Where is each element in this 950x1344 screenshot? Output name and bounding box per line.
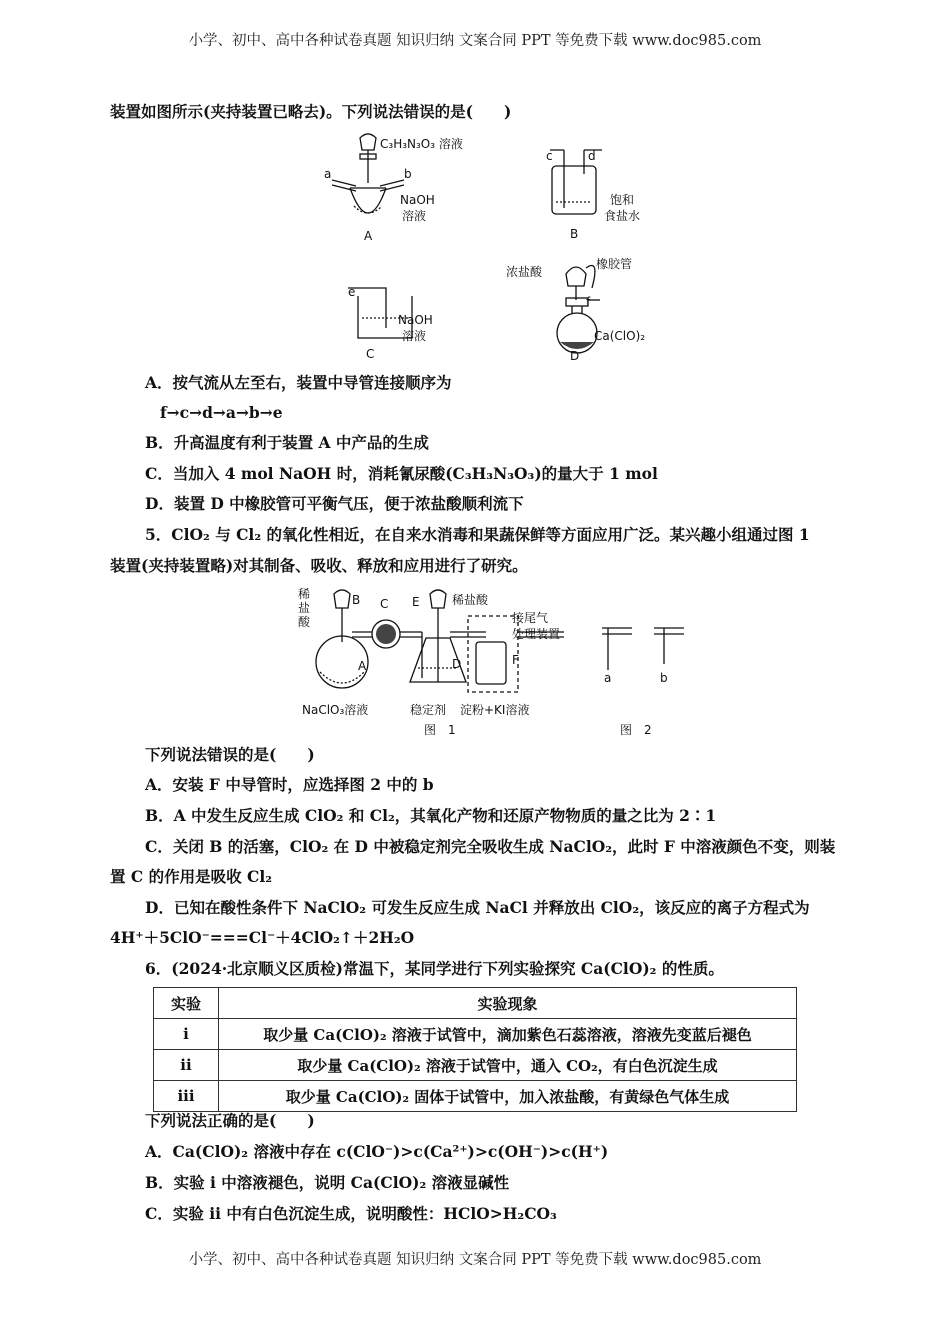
label-acid1: 稀: [298, 587, 311, 601]
label-d-tube: 橡胶管: [596, 257, 633, 271]
table-row: [154, 1019, 797, 1050]
q5-option-d-equation: 4H⁺＋5ClO⁻===Cl⁻＋4ClO₂↑＋2H₂O: [110, 928, 415, 947]
q6-option-c: C．实验 ii 中有白色沉淀生成，说明酸性：HClO>H₂CO₃: [145, 1204, 557, 1223]
label-b-salt1: 饱和: [610, 193, 635, 207]
label-D5: D: [452, 657, 462, 671]
label-F5: F: [512, 653, 519, 667]
q5-apparatus-figure: [296, 582, 696, 740]
q6-option-a: A．Ca(ClO)₂ 溶液中存在 c(ClO⁻)>c(Ca²⁺)>c(OH⁻)>c(H⁺): [145, 1142, 609, 1161]
label-c-naoh: NaOH: [398, 313, 433, 327]
label-d-solid: Ca(ClO)₂: [594, 329, 646, 343]
q5-option-d: D．已知在酸性条件下 NaClO₂ 可发生反应生成 NaCl 并释放出 ClO₂，该反应的离子方程式为: [145, 898, 810, 917]
page-header: 小学、初中、高中各种试卷真题 知识归纳 文案合同 PPT 等免费下载 www.doc985.com: [188, 33, 762, 49]
table-cell: ii: [154, 1050, 219, 1081]
table-cell: 取少量 Ca(ClO)₂ 溶液于试管中，通入 CO₂，有白色沉淀生成: [219, 1050, 797, 1081]
label-E5: E: [412, 595, 420, 609]
table-header: 实验现象: [219, 988, 797, 1019]
table-header-row: [154, 988, 797, 1019]
label-d-acid: 浓盐酸: [506, 265, 543, 279]
label-A5: A: [358, 659, 367, 673]
label-B: B: [570, 227, 579, 241]
label-fig1: 图 1: [424, 723, 456, 737]
label-C: C: [366, 347, 375, 361]
q5-option-c-cont: 置 C 的作用是吸收 Cl₂: [110, 867, 273, 886]
label-naclo3: NaClO₃溶液: [302, 703, 369, 717]
label-port-a: a: [324, 167, 332, 181]
label-B5: B: [352, 593, 361, 607]
table-header: 实验: [154, 988, 219, 1019]
q6-experiment-table: [153, 987, 797, 1112]
table-cell: 取少量 Ca(ClO)₂ 固体于试管中，加入浓盐酸，有黄绿色气体生成: [219, 1081, 797, 1112]
q4-option-c: C．当加入 4 mol NaOH 时，消耗氰尿酸(C₃H₃N₃O₃)的量大于 1 mol: [145, 464, 658, 483]
label-port-d: d: [588, 149, 596, 163]
label-port-e: e: [348, 285, 356, 299]
q5-stem-cont: 装置(夹持装置略)对其制备、吸收、释放和应用进行了研究。: [110, 556, 528, 575]
q6-question: 下列说法正确的是( ): [145, 1111, 315, 1130]
q4-intro: 装置如图所示(夹持装置已略去)。下列说法错误的是( ): [110, 102, 512, 121]
q4-apparatus-figure: [320, 128, 670, 368]
table-row: [154, 1081, 797, 1112]
label-acid2: 盐: [298, 601, 311, 615]
label-port-f: f: [586, 295, 591, 309]
q5-stem: 5．ClO₂ 与 Cl₂ 的氧化性相近，在自来水消毒和果蔬保鲜等方面应用广泛。某兴趣小组通过图 1: [145, 525, 810, 544]
q4-option-a: A．按气流从左至右，装置中导管连接顺序为: [145, 373, 452, 392]
q4-option-b: B．升高温度有利于装置 A 中产品的生成: [145, 433, 429, 452]
q5-option-b: B．A 中发生反应生成 ClO₂ 和 Cl₂，其氧化产物和还原产物物质的量之比为 2∶1: [145, 806, 717, 825]
q5-option-a: A．安装 F 中导管时，应选择图 2 中的 b: [145, 775, 434, 794]
label-D: D: [570, 349, 580, 363]
label-acid-e: 稀盐酸: [452, 593, 489, 607]
label-stabilizer: 稳定剂: [410, 703, 447, 717]
q4-option-d: D．装置 D 中橡胶管可平衡气压，便于浓盐酸顺利流下: [145, 494, 524, 513]
label-a-solution2: 溶液: [402, 209, 427, 223]
label-c-solution: 溶液: [402, 329, 427, 343]
q5-question: 下列说法错误的是( ): [145, 745, 315, 764]
q4-option-a-sequence: f→c→d→a→b→e: [160, 403, 283, 422]
page-footer: 小学、初中、高中各种试卷真题 知识归纳 文案合同 PPT 等免费下载 www.doc985.com: [188, 1252, 762, 1268]
label-tube-a: a: [604, 671, 612, 685]
table-cell: i: [154, 1019, 219, 1050]
label-starch-ki: 淀粉+KI溶液: [460, 703, 530, 717]
label-port-c: c: [546, 149, 553, 163]
label-A: A: [364, 229, 373, 243]
label-a-naoh: NaOH: [400, 193, 435, 207]
label-acid3: 酸: [298, 615, 311, 629]
label-fig2: 图 2: [620, 723, 652, 737]
label-a-solution: C₃H₃N₃O₃ 溶液: [380, 137, 463, 151]
label-tail2: 处理装置: [512, 627, 561, 641]
table-cell: iii: [154, 1081, 219, 1112]
q5-option-c: C．关闭 B 的活塞，ClO₂ 在 D 中被稳定剂完全吸收生成 NaClO₂，此时 F 中溶液颜色不变，则装: [145, 837, 836, 856]
label-C5: C: [380, 597, 389, 611]
table-cell: 取少量 Ca(ClO)₂ 溶液于试管中，滴加紫色石蕊溶液，溶液先变蓝后褪色: [219, 1019, 797, 1050]
q6-option-b: B．实验 i 中溶液褪色，说明 Ca(ClO)₂ 溶液显碱性: [145, 1173, 510, 1192]
table-row: [154, 1050, 797, 1081]
label-tube-b: b: [660, 671, 668, 685]
q6-stem: 6．(2024·北京顺义区质检)常温下，某同学进行下列实验探究 Ca(ClO)₂ 的性质。: [145, 959, 724, 978]
label-tail1: 接尾气: [512, 611, 549, 625]
label-b-salt2: 食盐水: [604, 209, 641, 223]
label-port-b: b: [404, 167, 412, 181]
